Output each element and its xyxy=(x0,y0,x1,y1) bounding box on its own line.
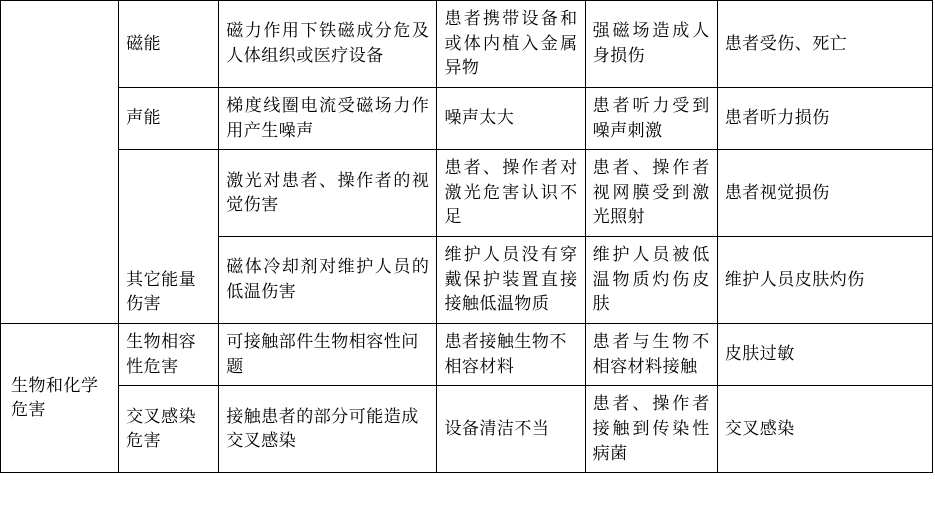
cause-cell: 设备清洁不当 xyxy=(437,386,585,473)
cause-cell: 维护人员没有穿戴保护装置直接接触低温物质 xyxy=(437,237,585,324)
hazard-type-cell: 其它能量伤害 xyxy=(119,150,219,324)
harm-cell: 患者视觉损伤 xyxy=(717,150,932,237)
hazard-description-cell: 激光对患者、操作者的视觉伤害 xyxy=(219,150,437,237)
table-row xyxy=(1,150,933,237)
table-row xyxy=(1,87,933,149)
hazard-type-cell: 磁能 xyxy=(119,1,219,88)
cause-cell: 患者、操作者对激光危害认识不足 xyxy=(437,150,585,237)
category-cell: 生物和化学危害 xyxy=(1,324,119,473)
harm-cell: 皮肤过敏 xyxy=(717,324,932,386)
cause-cell: 噪声太大 xyxy=(437,87,585,149)
table-body xyxy=(1,1,933,473)
event-cell: 强磁场造成人身损伤 xyxy=(585,1,717,88)
hazard-type-cell: 生物相容性危害 xyxy=(119,324,219,386)
event-cell: 维护人员被低温物质灼伤皮肤 xyxy=(585,237,717,324)
harm-cell: 交叉感染 xyxy=(717,386,932,473)
event-cell: 患者听力受到噪声刺激 xyxy=(585,87,717,149)
table-row xyxy=(1,324,933,386)
harm-cell: 患者受伤、死亡 xyxy=(717,1,932,88)
hazard-description-cell: 可接触部件生物相容性问题 xyxy=(219,324,437,386)
hazard-description-cell: 接触患者的部分可能造成交叉感染 xyxy=(219,386,437,473)
hazard-description-cell: 梯度线圈电流受磁场力作用产生噪声 xyxy=(219,87,437,149)
hazard-type-cell: 声能 xyxy=(119,87,219,149)
hazard-description-cell: 磁力作用下铁磁成分危及人体组织或医疗设备 xyxy=(219,1,437,88)
hazard-description-cell: 磁体冷却剂对维护人员的低温伤害 xyxy=(219,237,437,324)
event-cell: 患者、操作者接触到传染性病菌 xyxy=(585,386,717,473)
harm-cell: 患者听力损伤 xyxy=(717,87,932,149)
category-cell xyxy=(1,1,119,324)
hazard-type-cell: 交叉感染危害 xyxy=(119,386,219,473)
table-row xyxy=(1,1,933,88)
table-row xyxy=(1,386,933,473)
cause-cell: 患者携带设备和或体内植入金属异物 xyxy=(437,1,585,88)
event-cell: 患者、操作者视网膜受到激光照射 xyxy=(585,150,717,237)
cause-cell: 患者接触生物不相容材料 xyxy=(437,324,585,386)
event-cell: 患者与生物不相容材料接触 xyxy=(585,324,717,386)
harm-cell: 维护人员皮肤灼伤 xyxy=(717,237,932,324)
